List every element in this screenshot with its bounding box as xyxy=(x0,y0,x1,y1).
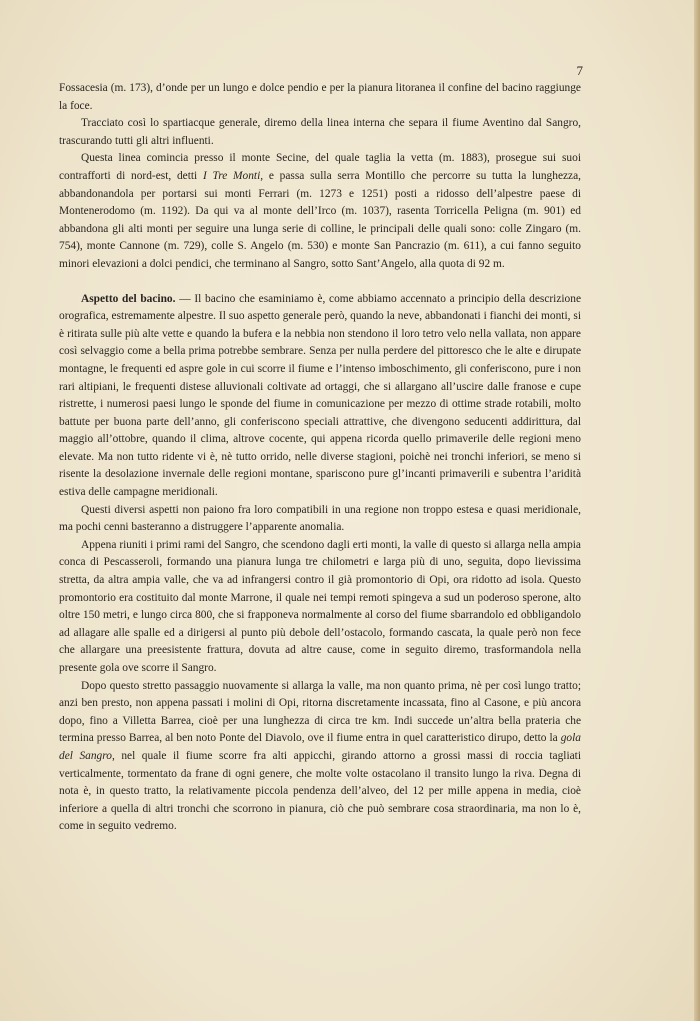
paragraph-text: , e passa sulla serra Montillo che percorre su tutta la lunghezza, abbandonandola per portarsi sui monti Ferrari (m. 1273 e 1251) posti a ridosso dell’alpestre paese di Montenerodomo (m. 1192). Da qui va al monte dell’Irco (m. 1037), rasenta Torricella Peligna (m. 901) ed abbandona gli alti monti per seguire una lunga serie di colline, le principali delle quali sono: colle Zingaro (m. 754), monte Cannone (m. 729), colle S. Angelo (m. 530) e monte San Pancrazio (m. 611), a cui fanno seguito minori elevazioni a dolci pendici, che terminano al Sangro, sotto Sant’Angelo, alla quota di 92 m. xyxy=(59,169,582,270)
paragraph-text: Dopo questo stretto passaggio nuovamente si allarga la valle, ma non quanto prima, nè per così lungo tratto; anzi ben presto, non appena passati i molini di Opi, ritorna discretamente incassata, fino al Casone, e più ancora dopo, fino a Villetta Barrea, cioè per una lunghezza di circa tre km. Indi succede un’altra bella prateria che termina presso Barrea, al ben noto Ponte del Diavolo, ove il fiume entra in quel caratteristico dirupo, detto la xyxy=(59,679,581,745)
paragraph: Fossacesia (m. 173), d’onde per un lungo e dolce pendio e per la pianura litoranea il confine del bacino raggiunge la foce. xyxy=(59,82,581,112)
section-heading: Aspetto del bacino. xyxy=(81,292,176,305)
paragraph-text: Questa linea comincia presso il monte Secine, del quale taglia la vetta (m. 1883), prosegue sui suoi contrafforti di nord-est, detti xyxy=(59,152,581,182)
paragraph: Questi diversi aspetti non paiono fra loro compatibili in una regione non troppo estesa e quasi meridionale, ma pochi cenni basteranno a distruggere l’apparente anomalia. xyxy=(59,503,581,534)
italic-place-name: gola del Sangro xyxy=(59,732,581,762)
paragraph xyxy=(59,678,581,836)
paragraph xyxy=(59,150,581,273)
paragraph-text: , nel quale il fiume scorre fra alti appicchi, girando attorno a grossi massi di roccia tagliati verticalmente, tormentato da frane di ogni genere, che molte volte ostacolano il transito lungo la riva. Degna di nota è, in questo tratto, la relativamente piccola pendenza dell’alveo, del 12 per mille appena in media, cioè inferiore a quella di altri tronchi che scorrono in pianura, ciò che può sembrare cosa straordinaria, ma non lo è, come in seguito vedremo. xyxy=(59,749,581,833)
page-edge xyxy=(694,0,700,1021)
paragraph-text: — Il bacino che esaminiamo è, come abbiamo accennato a principio della descrizione orografica, estremamente alpestre. Il suo aspetto generale però, quando la neve, abbandonati i fianchi dei monti, si è ritirata sulle più alte vette e quando la bufera e la nebbia non stendono il loro tetro velo nella vallata, non appare così selvaggio come a bella prima potrebbe sembrare. Senza per nulla perdere del pittoresco che le alte e dirupate montagne, le frequenti ed aspre gole in cui scorre il fiume e l’intenso imboschimento, gli conferiscono, pure i non rari altipiani, le frequenti distese alluvionali coltivate ad ortaggi, che si allargano all’uscire dalle franose e cupe ristrette, i numerosi paesi lungo le sponde del fiume in comunicazione per mezzo di ottime strade rotabili, molto battute per buona parte dell’anno, gli conferiscono speciali attrattive, che divengono seducenti addirittura, dal maggio all’ottobre, quando il clima, altrove cocente, qui appena ricorda quello primaverile delle regioni meno elevate. Ma non tutto ridente vi è, nè tutto orrido, nelle diverse stagioni, poichè nei tronchi inferiori, se meno si risente la desolazione invernale delle regioni montane, spariscono pure gl’incanti primaverili e subentra l’aridità estiva delle campagne meridionali. xyxy=(59,292,582,499)
italic-place-name: I Tre Monti xyxy=(202,169,261,182)
section-paragraph xyxy=(59,291,581,502)
body-text xyxy=(59,80,581,836)
paragraph: Appena riuniti i primi rami del Sangro, che scendono dagli erti monti, la valle di questo si allarga nella ampia conca di Pescasseroli, formando una pianura lunga tre chilometri e larga più di uno, seguita, dopo lievissima stretta, da altra ampia valle, che va ad infrangersi contro il già promontorio di Opi, ora ridotto ad isola. Questo promontorio era costituito dal monte Marrone, il quale nei tempi remoti spingeva a sud un poderoso sperone, alto oltre 150 metri, e lungo circa 800, che si frapponeva normalmente al corso del fiume sbarrandolo ed obbligandolo ad allagare alle spalle ed a dirigersi al punto più debole dell’ostacolo, formando cascata, la quale però non fece che allargare una preesistente frattura, dovuta ad altre cause, come in seguito diremo, trasformandola nella presente gola ove scorre il Sangro. xyxy=(59,538,581,674)
paragraph: Tracciato così lo spartiacque generale, diremo della linea interna che separa il fiume Aventino dal Sangro, trascurando tutti gli altri influenti. xyxy=(59,117,581,147)
page-number: 7 xyxy=(576,63,583,78)
